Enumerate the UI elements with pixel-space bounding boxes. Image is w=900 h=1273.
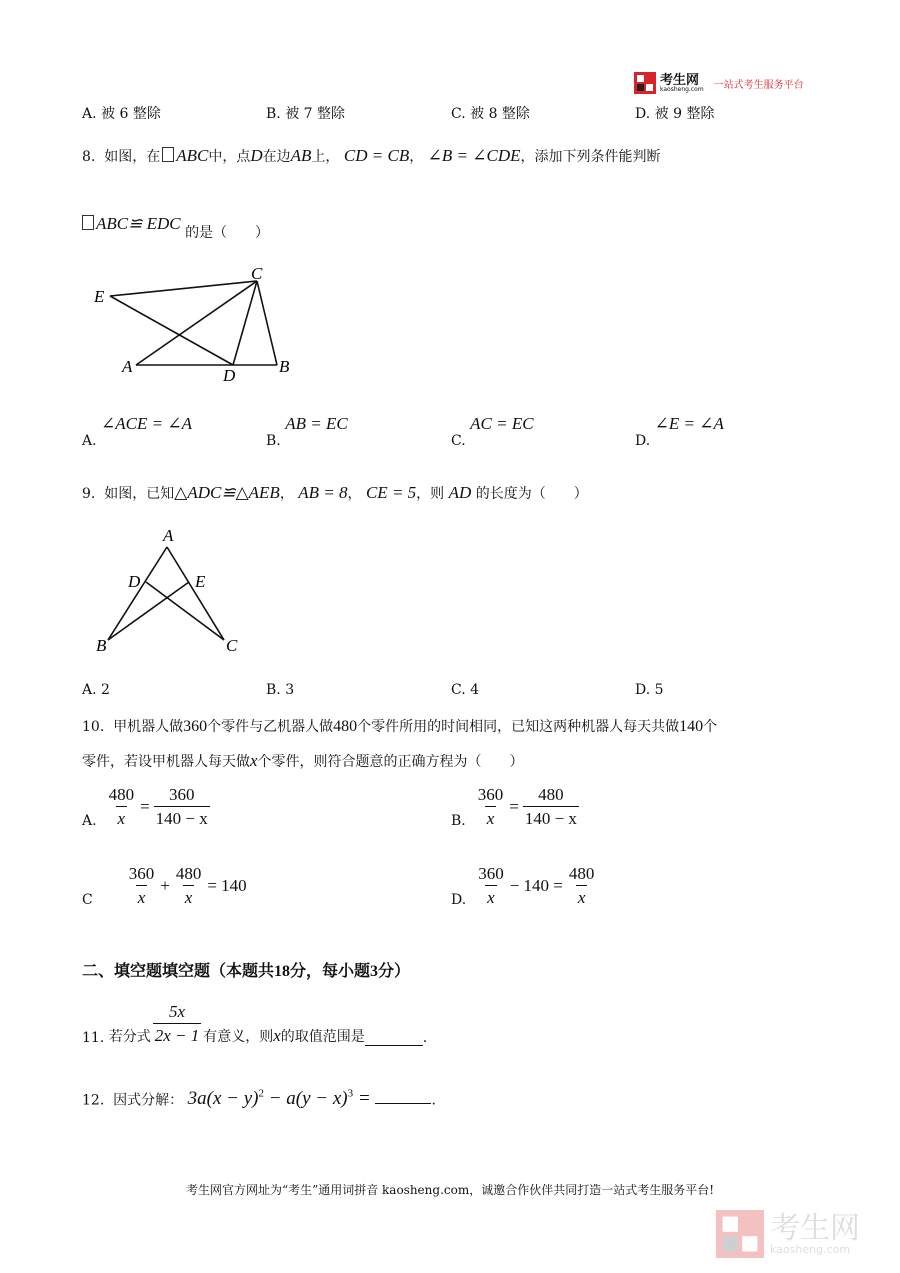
q10-option-c: C $\frac{360}{x}$ + $\frac{480}{x}$ = 140 bbox=[82, 864, 247, 908]
brand-domain: kaosheng.com bbox=[660, 85, 704, 93]
brand-name: 考生网 bbox=[660, 72, 700, 88]
brand-logo-icon bbox=[634, 72, 656, 94]
q9-label-d: D bbox=[128, 572, 141, 591]
q8-option-a: A. ∠ACE = ∠A bbox=[82, 414, 192, 449]
q8-stem: 8. 如图，在 ABC中，点D在边AB上， CD = CB， ∠B = ∠CDE，添加下列条件能判断 bbox=[82, 146, 661, 165]
q8-option-d: D. ∠E = ∠A bbox=[635, 414, 724, 449]
q8-label-d: D bbox=[223, 366, 236, 385]
q8-label-e: E bbox=[94, 287, 105, 306]
q9-option-a: A. 2 bbox=[82, 682, 110, 698]
q11-answer-blank[interactable] bbox=[365, 1045, 423, 1046]
q9-option-c: C. 4 bbox=[451, 682, 480, 698]
q10-option-b: B. $\frac{360}{x}$ = $\frac{480}{140 - x}$ bbox=[451, 785, 577, 829]
missing-glyph-box bbox=[162, 147, 174, 162]
q9-figure bbox=[90, 525, 250, 660]
q10-stem-line2: 零件，若设甲机器人每天做x个零件，则符合题意的正确方程为（ ） bbox=[82, 751, 524, 770]
q8-figure bbox=[90, 260, 300, 385]
q9-stem: 9. 如图，已知△ADC≌△AEB， AB = 8， CE = 5，则 AD 的长度为（ ） bbox=[82, 483, 588, 502]
q7-option-a: A. 被 6 整除 bbox=[82, 106, 161, 122]
q12-answer-blank[interactable] bbox=[375, 1103, 431, 1104]
missing-glyph-box bbox=[82, 215, 94, 230]
q9-option-d: D. 5 bbox=[635, 682, 664, 698]
q8-option-b: B. AB = EC bbox=[266, 414, 348, 449]
q8-label-b: B bbox=[279, 357, 290, 376]
q10-stem-line1: 10. 甲机器人做360个零件与乙机器人做480个零件所用的时间相同，已知这两种机器人每天共做140个 bbox=[82, 718, 718, 735]
q9-label-c: C bbox=[226, 636, 238, 655]
watermark-name: 考生网 bbox=[770, 1210, 860, 1246]
q9-option-b: B. 3 bbox=[266, 682, 295, 698]
q10-option-a: A. $\frac{480}{x}$ = $\frac{360}{140 - x}$ bbox=[82, 785, 208, 829]
q7-option-b: B. 被 7 整除 bbox=[266, 106, 346, 122]
brand-header bbox=[634, 72, 804, 94]
q9-label-a: A bbox=[163, 526, 174, 545]
q7-option-c: C. 被 8 整除 bbox=[451, 106, 530, 122]
brand-tagline: 一站式考生服务平台 bbox=[713, 79, 804, 91]
q11: 11. 若分式 $\frac{5x}{2x - 1}$ 有意义，则 x 的取值范围是 . bbox=[82, 1002, 428, 1046]
q7-option-d: D. 被 9 整除 bbox=[635, 106, 715, 122]
page-footer: 考生网官方网址为“考生”通用词拼音 kaosheng.com，诚邀合作伙伴共同打造一站式考生服务平台! bbox=[185, 1183, 715, 1197]
q9-label-e: E bbox=[195, 572, 206, 591]
q11-fraction: $\frac{5x}{2x - 1}$ bbox=[154, 1002, 200, 1045]
q8-label-c: C bbox=[251, 264, 263, 283]
watermark-domain: kaosheng.com bbox=[770, 1242, 851, 1256]
q12: 12. 因式分解： $3a(x - y)^2 - a(y - x)^3$ = . bbox=[82, 1088, 436, 1110]
watermark bbox=[716, 1210, 860, 1258]
q9-label-b: B bbox=[96, 636, 107, 655]
q8-label-a: A bbox=[122, 357, 133, 376]
q10-option-d: D. $\frac{360}{x}$ − 140 = $\frac{480}{x}$ bbox=[451, 864, 595, 908]
watermark-logo-icon bbox=[716, 1210, 764, 1258]
q8-stem-line2: ABC≌ EDC 的是（ ） bbox=[82, 214, 269, 234]
q8-option-c: C. AC = EC bbox=[451, 414, 534, 449]
section-title: 二、填空题填空题（本题共18分，每小题3分） bbox=[82, 961, 411, 980]
